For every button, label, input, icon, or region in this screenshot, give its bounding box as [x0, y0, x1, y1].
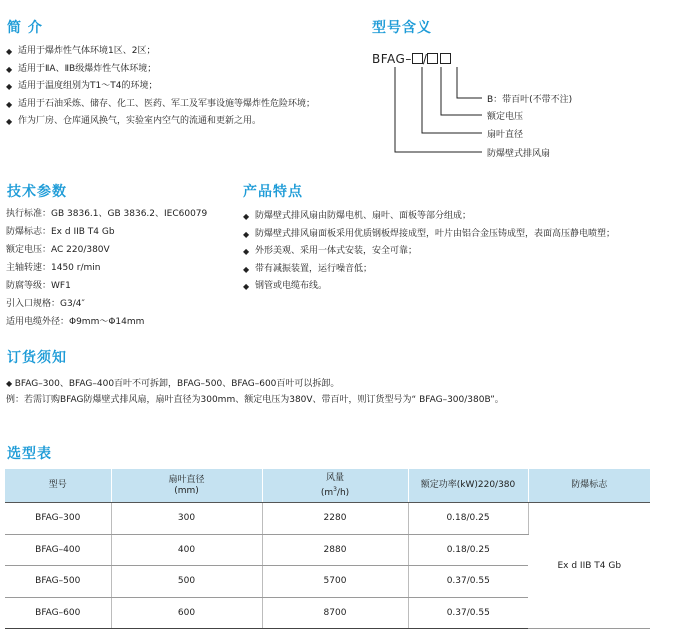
leader-line-diameter [422, 67, 482, 133]
leader-line-louver [457, 67, 482, 98]
feature-item: ◆ 钢管或电缆布线。 [243, 278, 615, 296]
selection-table [5, 469, 650, 629]
legend-label-fan-type: 防爆壁式排风扇 [487, 149, 551, 159]
table-header-row [5, 469, 650, 503]
intro-item: ◆ 适用于温度组别为T1～T4的环境； [6, 78, 315, 96]
header-airflow-unit-post: /h) [336, 487, 350, 498]
intro-item: ◆ 适用于爆炸性气体环境1区、2区； [6, 43, 315, 61]
cell-airflow: 2880 [262, 534, 408, 566]
intro-item: ◆ 适用于石油采炼、储存、化工、医药、军工及军事设施等爆炸性危险环境； [6, 96, 315, 114]
feature-item: ◆ 防爆壁式排风扇由防爆电机、扇叶、面板等部分组成； [243, 208, 615, 226]
leader-line-voltage [441, 67, 482, 115]
leader-line-fan-type [395, 67, 482, 152]
cell-model: BFAG–300 [5, 503, 111, 535]
header-airflow [262, 469, 408, 503]
cell-explosion-mark: Ex d IIB T4 Gb [528, 503, 650, 629]
header-diameter-unit: (mm) [174, 485, 199, 496]
tech-params-title: 技术参数 [7, 184, 67, 200]
header-airflow-unit-sup: 3 [333, 485, 337, 493]
ordering-notes [6, 375, 504, 409]
intro-title: 简 介 [7, 20, 43, 36]
ordering-example: 例：若需订购BFAG防爆壁式排风扇，扇叶直径为300mm、额定电压为380V、带百叶，则订货型号为“ BFAG–300/380B”。 [6, 395, 504, 405]
legend-label-voltage: 额定电压 [487, 112, 524, 122]
intro-item: ◆ 适用于ⅡA、ⅡB级爆炸性气体环境； [6, 61, 315, 79]
cell-airflow: 5700 [262, 566, 408, 598]
cell-airflow: 2280 [262, 503, 408, 535]
header-power: 额定功率(kW)220/380 [408, 469, 528, 503]
legend-label-louver: B：带百叶(不带不注) [487, 95, 573, 105]
cell-diameter: 500 [111, 566, 262, 598]
table-row [5, 503, 650, 535]
ordering-title: 订货须知 [7, 350, 67, 366]
param-inlet: 引入口规格：G3/4″ [6, 299, 85, 309]
cell-model: BFAG–400 [5, 534, 111, 566]
feature-item: ◆ 带有减振装置，运行噪音低； [243, 261, 615, 279]
param-standard: 执行标准：GB 3836.1、GB 3836.2、IEC60079 [6, 209, 208, 219]
header-model: 型号 [5, 469, 111, 503]
cell-power: 0.18/0.25 [408, 503, 528, 535]
cell-model: BFAG–500 [5, 566, 111, 598]
intro-item: ◆ 作为厂房、仓库通风换气，实验室内空气的流通和更新之用。 [6, 113, 315, 131]
features-list [243, 208, 615, 296]
header-mark: 防爆标志 [528, 469, 650, 503]
legend-label-diameter: 扇叶直径 [487, 130, 524, 140]
cell-model: BFAG–600 [5, 597, 111, 629]
header-airflow-label: 风量 [325, 472, 344, 483]
model-meaning-title: 型号含义 [372, 20, 432, 36]
header-diameter [111, 469, 262, 503]
selection-title: 选型表 [7, 446, 52, 462]
features-title: 产品特点 [243, 184, 303, 200]
tech-params-list [6, 205, 207, 331]
cell-power: 0.18/0.25 [408, 534, 528, 566]
cell-diameter: 300 [111, 503, 262, 535]
cell-airflow: 8700 [262, 597, 408, 629]
ordering-note: ◆ BFAG–300、BFAG–400百叶不可拆卸，BFAG–500、BFAG–600百叶可以拆卸。 [6, 375, 504, 392]
model-code-diagram [360, 48, 500, 158]
param-cable: 适用电缆外径：Φ9mm～Φ14mm [6, 317, 145, 327]
param-anticorrosion: 防腐等级：WF1 [6, 281, 71, 291]
cell-power: 0.37/0.55 [408, 566, 528, 598]
model-code-prefix: BFAG– [372, 52, 412, 66]
intro-list [6, 43, 315, 131]
cell-diameter: 400 [111, 534, 262, 566]
model-code-separator: / [422, 52, 428, 66]
cell-diameter: 600 [111, 597, 262, 629]
cell-power: 0.37/0.55 [408, 597, 528, 629]
header-diameter-label: 扇叶直径 [168, 474, 205, 485]
header-airflow-unit-pre: (m [320, 487, 334, 498]
param-voltage: 额定电压：AC 220/380V [6, 245, 110, 255]
feature-item: ◆ 外形美观、采用一体式安装，安全可靠； [243, 243, 615, 261]
param-speed: 主轴转速：1450 r/min [6, 263, 101, 273]
param-explosion-mark: 防爆标志：Ex d IIB T4 Gb [6, 227, 115, 237]
feature-item: ◆ 防爆壁式排风扇面板采用优质钢板焊接成型，叶片由铝合金压铸成型，表面高压静电喷塑； [243, 226, 615, 244]
